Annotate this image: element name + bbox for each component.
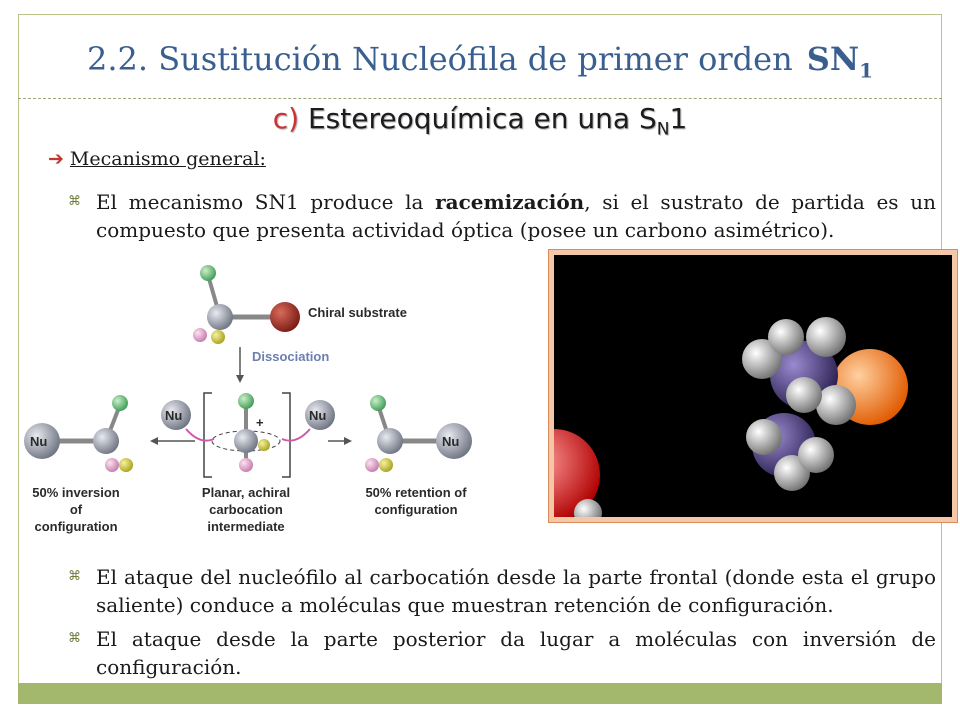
svg-text:50% inversion: 50% inversion xyxy=(32,485,120,500)
svg-text:Nu: Nu xyxy=(309,408,327,423)
svg-text:Nu: Nu xyxy=(442,434,460,449)
bullet-retention: ⌘ El ataque del nucleófilo al carbocatión desde la parte frontal (donde esta el grupo saliente) conduce a moléculas que muestran retención de configuración. xyxy=(68,565,936,617)
bullet-racemization: ⌘ El mecanismo SN1 produce la racemización, si el sustrato de partida es un compuesto que presenta actividad óptica (posee un carbono asimétrico). xyxy=(68,190,936,242)
sn1-mechanism-diagram xyxy=(20,255,540,555)
title-divider xyxy=(18,98,942,99)
section-label: Mecanismo general: xyxy=(69,148,266,170)
svg-text:intermediate: intermediate xyxy=(207,519,285,534)
svg-text:of: of xyxy=(69,502,83,517)
slide-subtitle: c) Estereoquímica en una $S_N1$ xyxy=(272,102,688,140)
title-main: 2.2. Sustitución Nucleófila de primer orden xyxy=(87,40,793,78)
svg-text:configuration: configuration xyxy=(374,502,458,517)
chiral-substrate-label: Chiral substrate xyxy=(308,305,407,320)
bullet-inversion: ⌘ El ataque desde la parte posterior da lugar a moléculas con inversión de configuración. xyxy=(68,627,936,679)
carbocation-molecule xyxy=(212,393,280,472)
sn1-3d-animation-image xyxy=(554,255,952,517)
svg-text:+: + xyxy=(256,415,264,430)
footer-bar xyxy=(18,683,942,704)
slide-title xyxy=(0,40,960,82)
section-heading xyxy=(48,148,266,170)
svg-text:50% retention of: 50% retention of xyxy=(365,485,467,500)
dissociation-label: Dissociation xyxy=(252,349,330,364)
svg-text:Nu: Nu xyxy=(165,408,183,423)
bullet-marker-icon: ⌘ xyxy=(68,194,81,209)
svg-text:configuration: configuration xyxy=(34,519,118,534)
svg-text:Planar, achiral: Planar, achiral xyxy=(201,485,291,500)
title-sn: $SN_1$ xyxy=(806,40,873,83)
svg-text:carbocation: carbocation xyxy=(209,502,283,517)
arrow-right-icon: ➔ xyxy=(48,148,64,170)
bullet-marker-icon: ⌘ xyxy=(68,631,81,646)
bullet-marker-icon: ⌘ xyxy=(68,569,81,584)
svg-text:Nu: Nu xyxy=(30,434,48,449)
chiral-substrate-molecule xyxy=(193,265,300,344)
